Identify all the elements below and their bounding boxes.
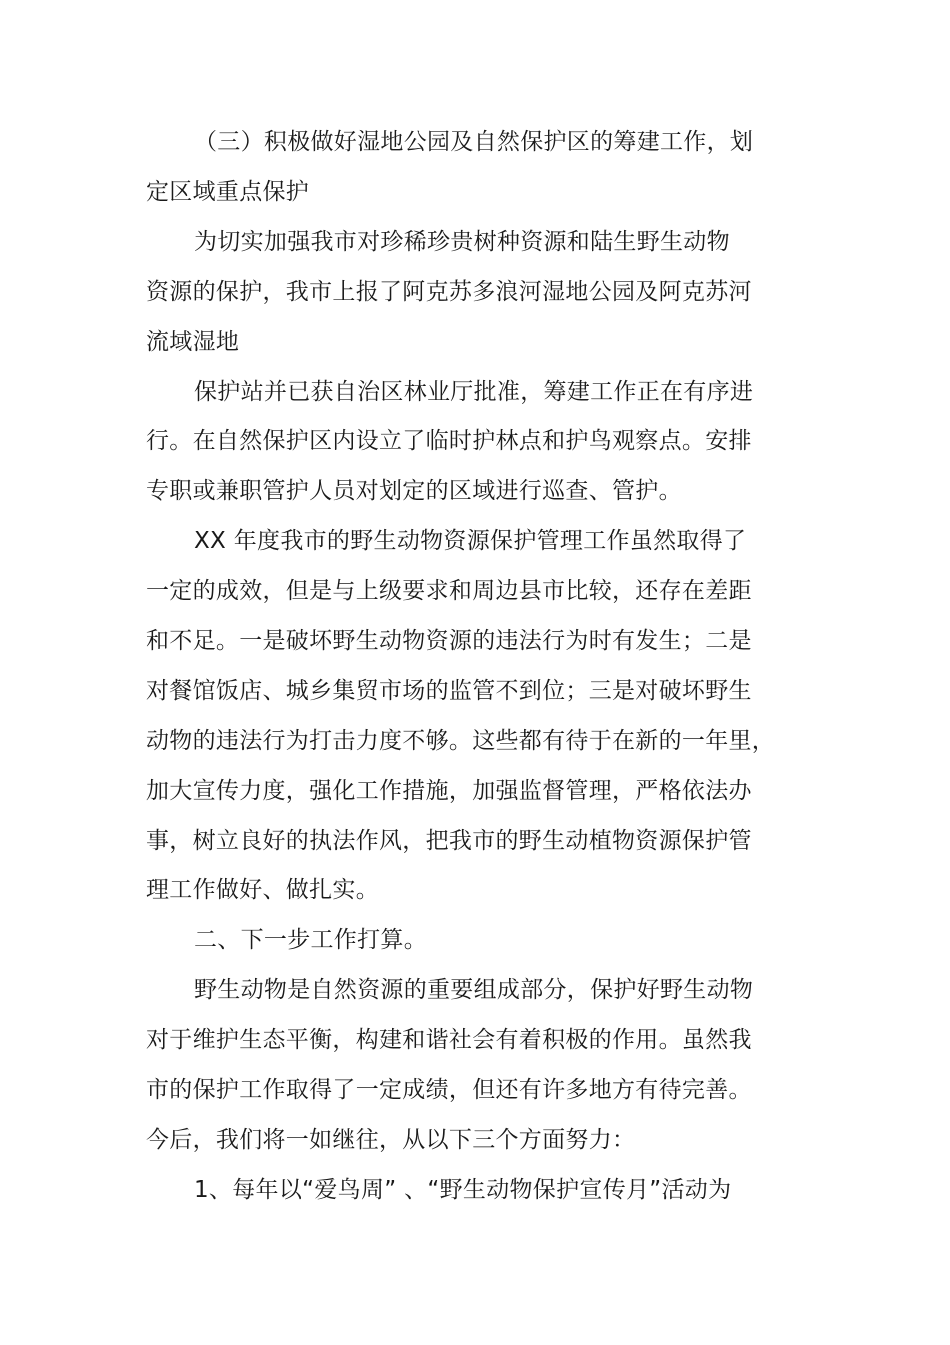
paragraph-line: 野生动物是自然资源的重要组成部分，保护好野生动物: [194, 977, 754, 1003]
paragraph-line: 对于维护生态平衡，构建和谐社会有着积极的作用。虽然我: [146, 1027, 752, 1053]
paragraph-line: 专职或兼职管护人员对划定的区域进行巡查、管护。: [146, 478, 682, 504]
paragraph-line: 保护站并已获自治区林业厅批准，筹建工作正在有序进: [194, 379, 754, 405]
paragraph-line: 市的保护工作取得了一定成绩，但还有许多地方有待完善。: [146, 1077, 752, 1103]
paragraph-line: 加大宣传力度，强化工作措施，加强监督管理，严格依法办: [146, 778, 752, 804]
paragraph-line: 一定的成效，但是与上级要求和周边县市比较，还存在差距: [146, 578, 752, 604]
paragraph-line: 事，树立良好的执法作风，把我市的野生动植物资源保护管: [146, 828, 752, 854]
paragraph-line: 动物的违法行为打击力度不够。这些都有待于在新的一年里，: [146, 728, 776, 754]
paragraph-line: 行。在自然保护区内设立了临时护林点和护鸟观察点。安排: [146, 428, 752, 454]
section-heading-line-2: 定区域重点保护: [146, 179, 310, 205]
paragraph-line: 和不足。一是破坏野生动物资源的违法行为时有发生；二是: [146, 628, 752, 654]
paragraph-line: 对餐馆饭店、城乡集贸市场的监管不到位；三是对破坏野生: [146, 678, 752, 704]
paragraph-line: 资源的保护，我市上报了阿克苏多浪河湿地公园及阿克苏河: [146, 279, 752, 305]
paragraph-line: XX 年度我市的野生动物资源保护管理工作虽然取得了: [194, 528, 747, 554]
paragraph-line: 为切实加强我市对珍稀珍贵树种资源和陆生野生动物: [194, 229, 730, 255]
list-item-line: 1、每年以“爱鸟周” 、“野生动物保护宣传月”活动为: [194, 1177, 732, 1203]
section-heading: 二、下一步工作打算。: [194, 927, 427, 953]
paragraph-line: 流域湿地: [146, 329, 240, 355]
section-heading-line-1: （三）积极做好湿地公园及自然保护区的筹建工作，划: [194, 129, 754, 155]
paragraph-line: 今后，我们将一如继往，从以下三个方面努力：: [146, 1127, 636, 1153]
paragraph-line: 理工作做好、做扎实。: [146, 877, 379, 903]
